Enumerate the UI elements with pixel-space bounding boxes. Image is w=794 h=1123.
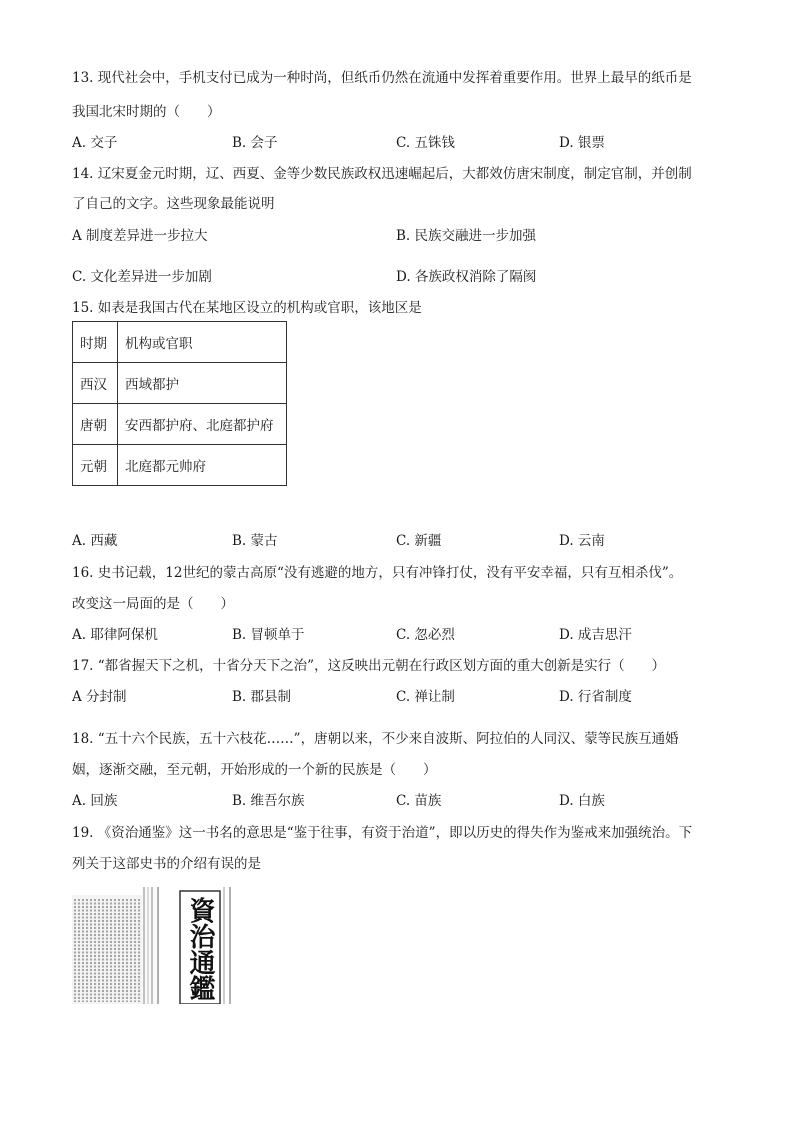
- q14-stem-line2: 了自己的文字。这些现象最能说明: [72, 196, 275, 212]
- table-row: [73, 363, 287, 404]
- q17-options: [72, 685, 732, 705]
- q17-option-c[interactable]: C. 禅让制: [396, 689, 455, 705]
- table-header-period: 时期: [73, 322, 118, 363]
- q18-option-a[interactable]: A. 回族: [72, 793, 118, 809]
- q13-option-b[interactable]: B. 会子: [232, 135, 278, 151]
- q15-option-a[interactable]: A. 西藏: [72, 533, 118, 549]
- table-cell-period: 西汉: [73, 363, 118, 404]
- q16-stem-line2: 改变这一局面的是（ ）: [72, 596, 234, 612]
- q13-option-c[interactable]: C. 五铢钱: [396, 135, 455, 151]
- q13-stem-line1: 13. 现代社会中，手机支付已成为一种时尚，但纸币仍然在流通中发挥着重要作用。世界上最早的纸币是: [72, 70, 692, 86]
- q17-stem: 17. “都省握天下之机，十省分天下之治”，这反映出元朝在行政区划方面的重大创新是实行（ ）: [72, 658, 666, 674]
- q18-stem-line1: 18. “五十六个民族，五十六枝花……”，唐朝以来，不少来自波斯、阿拉伯的人同汉、蒙等民族互通婚: [72, 731, 679, 747]
- table-row: [73, 445, 287, 486]
- q19-stem-line1: 19. 《资治通鉴》这一书名的意思是“鉴于往事，有资于治道”，即以历史的得失作为鉴戒来加强统治。下: [72, 825, 693, 841]
- q16-option-b[interactable]: B. 冒顿单于: [232, 627, 305, 643]
- q18-stem-line2: 姻，逐渐交融，至元朝，开始形成的一个新的民族是（ ）: [72, 762, 437, 778]
- q17-option-b[interactable]: B. 郡县制: [232, 689, 292, 705]
- q17-option-d[interactable]: D. 行省制度: [559, 689, 632, 705]
- q17-option-a[interactable]: A 分封制: [72, 689, 127, 705]
- table-cell-office: 安西都护府、北庭都护府: [118, 404, 287, 445]
- q18-option-b[interactable]: B. 维吾尔族: [232, 793, 305, 809]
- table-row: [73, 404, 287, 445]
- book-spine: [142, 887, 160, 1004]
- table-cell-office: 北庭都元帅府: [118, 445, 287, 486]
- zizhi-tongjian-book-image: [72, 887, 234, 1004]
- q14-option-c[interactable]: C. 文化差异进一步加剧: [72, 269, 212, 285]
- q14-option-d[interactable]: D. 各族政权消除了隔阂: [396, 269, 537, 285]
- q14-stem-line1: 14. 辽宋夏金元时期，辽、西夏、金等少数民族政权迅速崛起后，大都效仿唐宋制度，制定官制，并创制: [72, 166, 692, 182]
- q18-option-c[interactable]: C. 苗族: [396, 793, 442, 809]
- q15-option-d[interactable]: D. 云南: [559, 533, 605, 549]
- q18-options: [72, 789, 732, 809]
- q14-option-a[interactable]: A 制度差异进一步拉大: [72, 228, 208, 244]
- table-cell-office: 西域都护: [118, 363, 287, 404]
- q16-option-a[interactable]: A. 耶律阿保机: [72, 627, 158, 643]
- q15-options: [72, 529, 732, 549]
- q16-option-c[interactable]: C. 忽必烈: [396, 627, 455, 643]
- q16-option-d[interactable]: D. 成吉思汗: [559, 627, 632, 643]
- book-title: 資治通鑑: [185, 897, 215, 1001]
- q13-option-d[interactable]: D. 银票: [559, 135, 605, 151]
- q16-stem-line1: 16. 史书记载，12世纪的蒙古高原“没有逃避的地方，只有冲锋打仗，没有平安幸福，只有互相杀伐”。: [72, 565, 683, 581]
- table-cell-period: 唐朝: [73, 404, 118, 445]
- q14-options-row1: [72, 224, 732, 244]
- table-header-office: 机构或官职: [118, 322, 287, 363]
- q13-options: [72, 131, 732, 151]
- table-cell-period: 元朝: [73, 445, 118, 486]
- q13-stem-line2: 我国北宋时期的（ ）: [72, 104, 221, 120]
- q14-option-b[interactable]: B. 民族交融进一步加强: [396, 228, 537, 244]
- table-row: [73, 322, 287, 363]
- q13-option-a[interactable]: A. 交子: [72, 135, 118, 151]
- q15-stem: 15. 如表是我国古代在某地区设立的机构或官职，该地区是: [72, 300, 422, 316]
- q14-options-row2: [72, 265, 732, 285]
- q16-options: [72, 623, 732, 643]
- q15-option-c[interactable]: C. 新疆: [396, 533, 442, 549]
- q15-option-b[interactable]: B. 蒙古: [232, 533, 278, 549]
- q15-table: [72, 321, 287, 486]
- q18-option-d[interactable]: D. 白族: [559, 793, 605, 809]
- q19-stem-line2: 列关于这部史书的介绍有误的是: [72, 856, 261, 872]
